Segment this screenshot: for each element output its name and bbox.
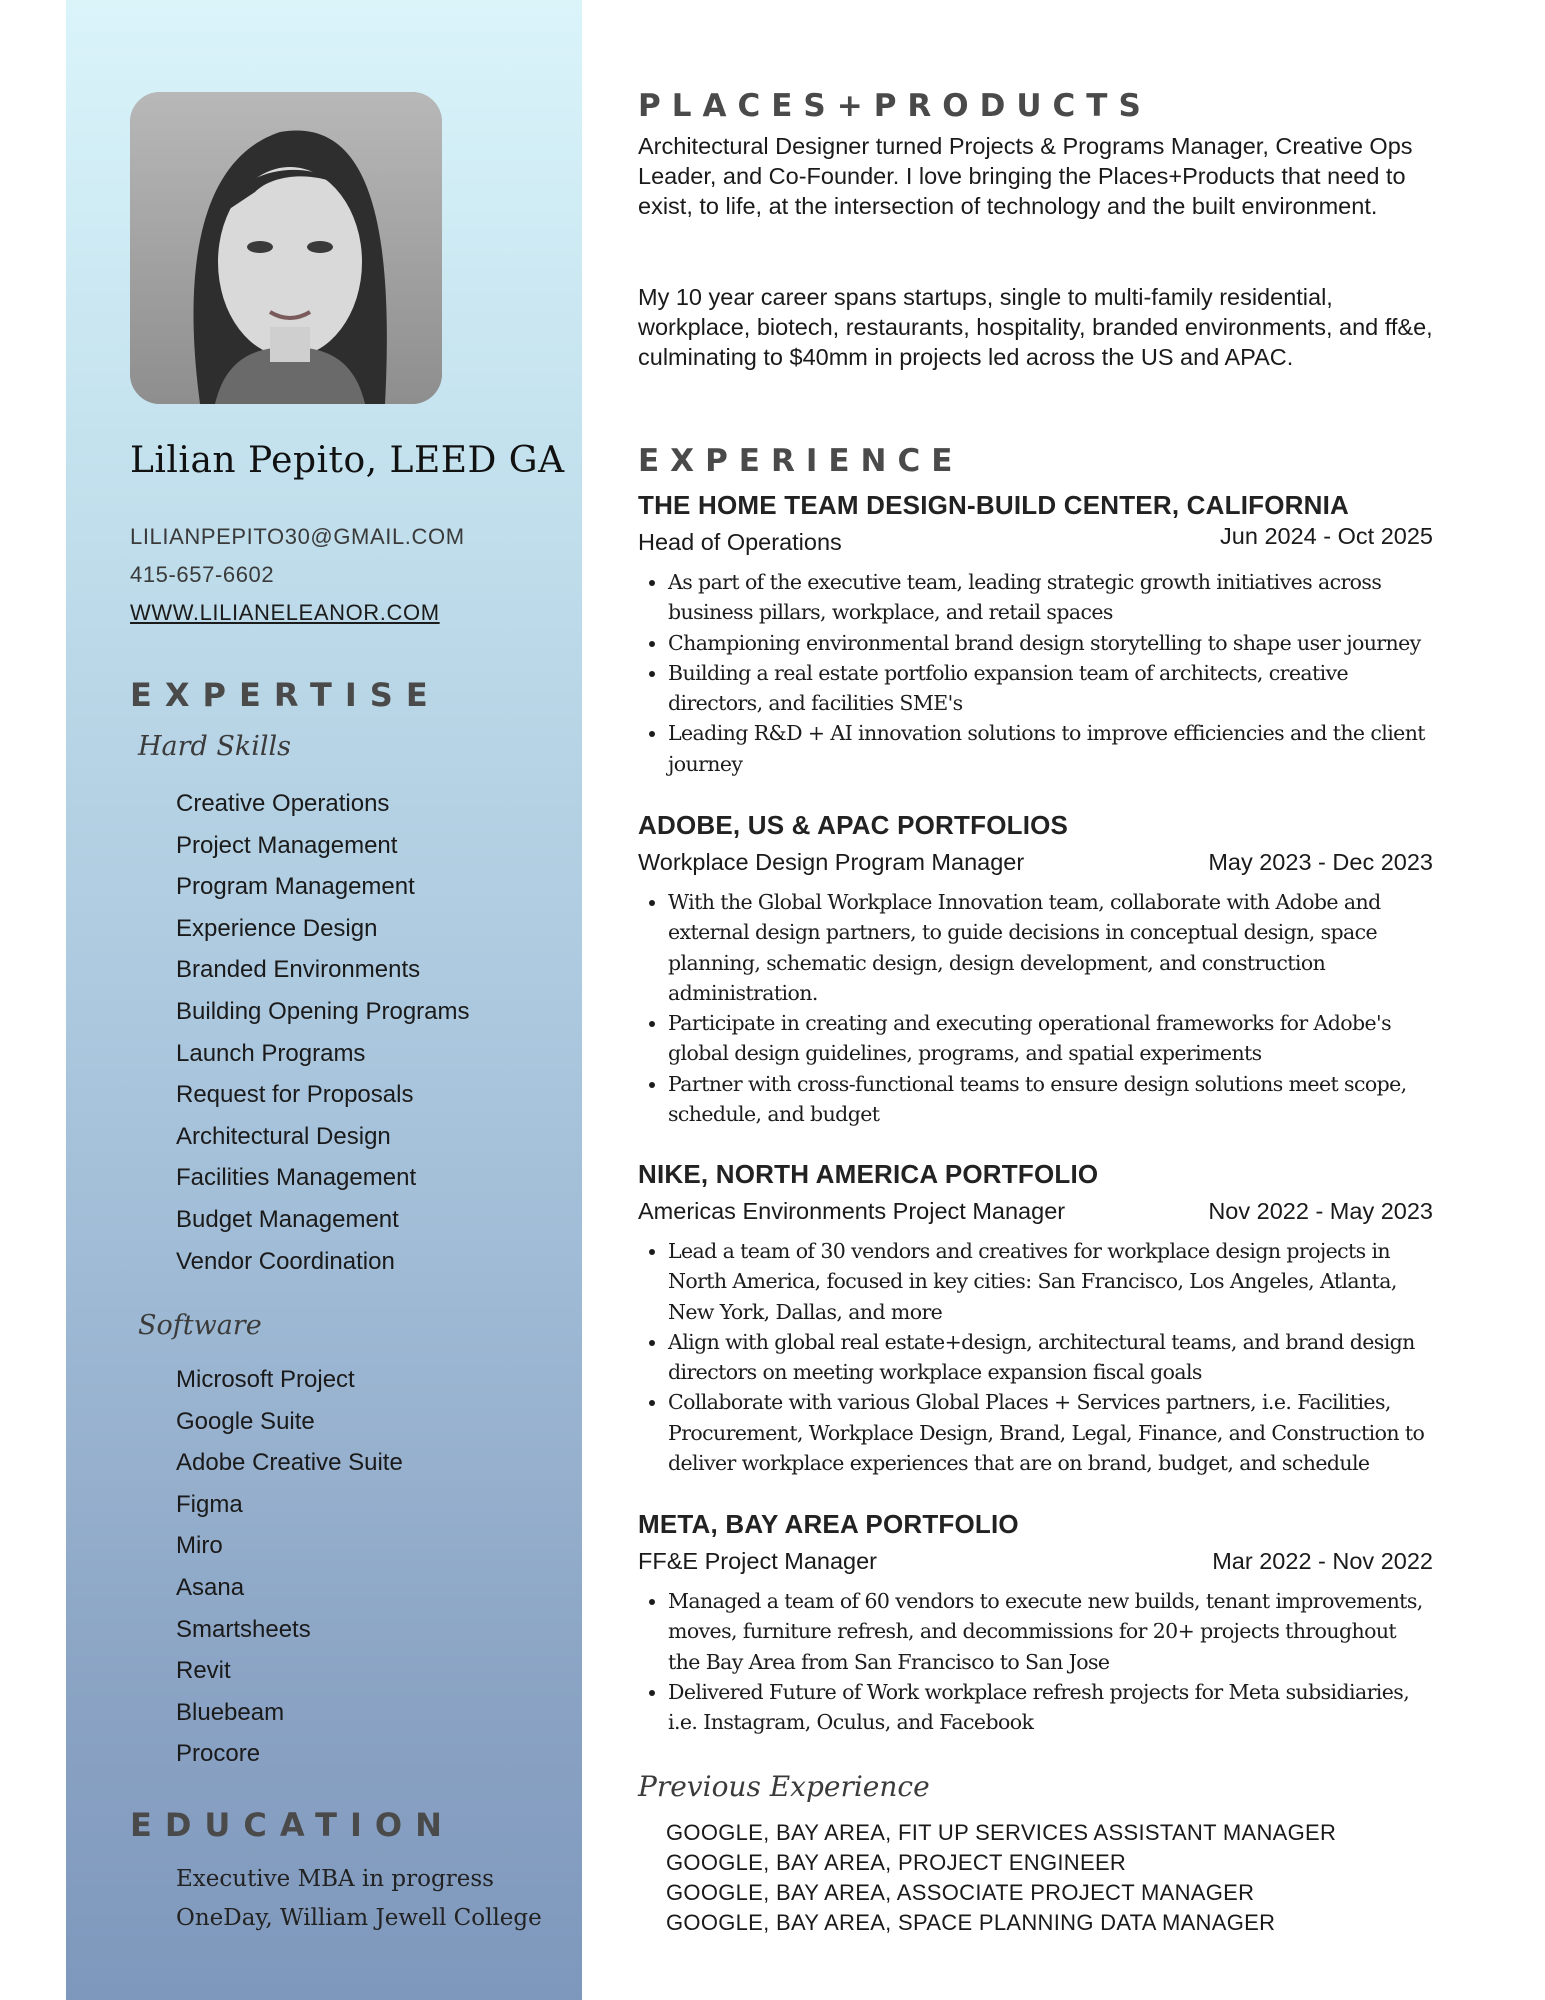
job-entry (638, 490, 1433, 779)
sidebar (66, 0, 582, 2000)
hard-skill-item: Facilities Management (176, 1164, 417, 1192)
job-bullet: • Partner with cross-functional teams to ensure design solutions meet scope, schedule, and budget (668, 1069, 1433, 1130)
previous-experience-title: Previous Experience (638, 1770, 930, 1803)
software-item: Smartsheets (176, 1615, 311, 1643)
summary-heading: PLACES+PRODUCTS (638, 88, 1152, 124)
job-entry (638, 1509, 1433, 1737)
email-address[interactable]: LILIANPEPITO30@GMAIL.COM (130, 524, 465, 549)
job-company: ADOBE, US & APAC PORTFOLIOS (638, 810, 1069, 840)
hard-skill-item: Budget Management (176, 1205, 399, 1233)
software-item: Google Suite (176, 1407, 315, 1435)
job-dates: May 2023 - Dec 2023 (1208, 849, 1433, 875)
hard-skill-item: Vendor Coordination (176, 1247, 395, 1275)
hard-skill-item: Architectural Design (176, 1122, 391, 1150)
software-item: Miro (176, 1532, 223, 1560)
candidate-name: Lilian Pepito, LEED GA (130, 440, 565, 481)
job-bullets (638, 887, 1433, 1129)
hard-skill-item: Branded Environments (176, 956, 421, 984)
job-bullet: • Leading R&D + AI innovation solutions to improve efficiencies and the client journey (668, 718, 1433, 779)
software-title: Software (138, 1310, 262, 1341)
hard-skill-item: Program Management (176, 873, 415, 901)
education-line: OneDay, William Jewell College (176, 1905, 542, 1931)
hard-skills-list (176, 783, 470, 1282)
job-bullet: • Lead a team of 30 vendors and creatives for workplace design projects in North America, focused in key cities: San Francisco, Los Angeles, Atlanta, New York, Dallas, and more (668, 1236, 1433, 1327)
job-dates: Jun 2024 - Oct 2025 (1220, 523, 1433, 549)
contact-info (130, 518, 465, 632)
job-role: Workplace Design Program Manager (638, 849, 1025, 875)
portrait-photo (130, 92, 442, 404)
experience-heading: EXPERIENCE (638, 443, 964, 479)
website-link[interactable]: WWW.LILIANELEANOR.COM (130, 600, 440, 625)
hard-skill-item: Creative Operations (176, 790, 390, 817)
job-entry (638, 810, 1433, 1129)
job-bullet: • As part of the executive team, leading strategic growth initiatives across business pillars, workplace, and retail spaces (668, 567, 1433, 628)
portrait-icon (130, 92, 442, 404)
job-company: META, BAY AREA PORTFOLIO (638, 1509, 1019, 1539)
job-bullets (638, 567, 1433, 779)
job-dates: Nov 2022 - May 2023 (1208, 1198, 1433, 1224)
job-bullet: • Delivered Future of Work workplace refresh projects for Meta subsidiaries, i.e. Instagram, Oculus, and Facebook (668, 1677, 1433, 1738)
job-role: Americas Environments Project Manager (638, 1198, 1066, 1224)
education-heading: EDUCATION (130, 1806, 455, 1844)
software-item: Adobe Creative Suite (176, 1449, 403, 1477)
job-dates: Mar 2022 - Nov 2022 (1212, 1548, 1433, 1574)
phone-number[interactable]: 415-657-6602 (130, 562, 275, 587)
hard-skills-title: Hard Skills (138, 731, 292, 762)
job-company: THE HOME TEAM DESIGN-BUILD CENTER, CALIFORNIA (638, 490, 1349, 520)
job-bullets (638, 1236, 1433, 1478)
hard-skill-item: Project Management (176, 831, 398, 859)
summary-paragraph-2: My 10 year career spans startups, single to multi-family residential, workplace, biotech, restaurants, hospitality, branded environments, and ff&e, culminating to $40mm in projects led across the US and APAC. (638, 284, 1433, 370)
summary-paragraph-1: Architectural Designer turned Projects & Programs Manager, Creative Ops Leader, and Co-Founder. I love bringing the Places+Products that need to exist, to life, at the intersection of technology and the built environment. (638, 133, 1413, 219)
software-item: Figma (176, 1490, 243, 1518)
job-bullet: • Participate in creating and executing operational frameworks for Adobe's global design guidelines, programs, and spatial experiments (668, 1008, 1433, 1069)
previous-role-item: GOOGLE, BAY AREA, SPACE PLANNING DATA MANAGER (666, 1910, 1276, 1935)
education-details (176, 1860, 542, 1938)
software-item: Bluebeam (176, 1698, 285, 1726)
previous-role-item: GOOGLE, BAY AREA, FIT UP SERVICES ASSISTANT MANAGER (666, 1820, 1337, 1845)
previous-role-item: GOOGLE, BAY AREA, ASSOCIATE PROJECT MANAGER (666, 1880, 1255, 1905)
software-item: Asana (176, 1573, 245, 1601)
job-bullet: • Align with global real estate+design, architectural teams, and brand design directors on meeting workplace expansion fiscal goals (668, 1327, 1433, 1388)
software-list (176, 1359, 403, 1775)
hard-skill-item: Building Opening Programs (176, 997, 470, 1025)
job-bullet: • Building a real estate portfolio expansion team of architects, creative directors, and facilities SME's (668, 658, 1433, 719)
job-role: FF&E Project Manager (638, 1548, 878, 1574)
software-item: Microsoft Project (176, 1366, 355, 1393)
job-bullets (638, 1586, 1433, 1737)
job-bullet: • Championing environmental brand design storytelling to shape user journey (668, 628, 1433, 658)
hard-skill-item: Request for Proposals (176, 1081, 414, 1109)
previous-experience-list (666, 1818, 1336, 1938)
education-line: Executive MBA in progress (176, 1866, 494, 1892)
expertise-heading: EXPERTISE (130, 676, 441, 714)
job-entry (638, 1159, 1433, 1478)
job-company: NIKE, NORTH AMERICA PORTFOLIO (638, 1159, 1099, 1189)
job-bullet: • Managed a team of 60 vendors to execute new builds, tenant improvements, moves, furniture refresh, and decommissions for 20+ projects throughout the Bay Area from San Francisco to San Jose (668, 1586, 1433, 1677)
job-bullet: • With the Global Workplace Innovation team, collaborate with Adobe and external design partners, to guide decisions in conceptual design, space planning, schematic design, design development, and construction administration. (668, 887, 1433, 1008)
job-bullet: • Collaborate with various Global Places + Services partners, i.e. Facilities, Procurement, Workplace Design, Brand, Legal, Finance, and Construction to deliver workplace experiences that are on brand, budget, and schedule (668, 1387, 1433, 1478)
software-item: Procore (176, 1740, 261, 1768)
software-item: Revit (176, 1657, 231, 1685)
job-role: Head of Operations (638, 529, 842, 555)
hard-skill-item: Launch Programs (176, 1039, 366, 1067)
hard-skill-item: Experience Design (176, 914, 378, 942)
previous-role-item: GOOGLE, BAY AREA, PROJECT ENGINEER (666, 1850, 1127, 1875)
